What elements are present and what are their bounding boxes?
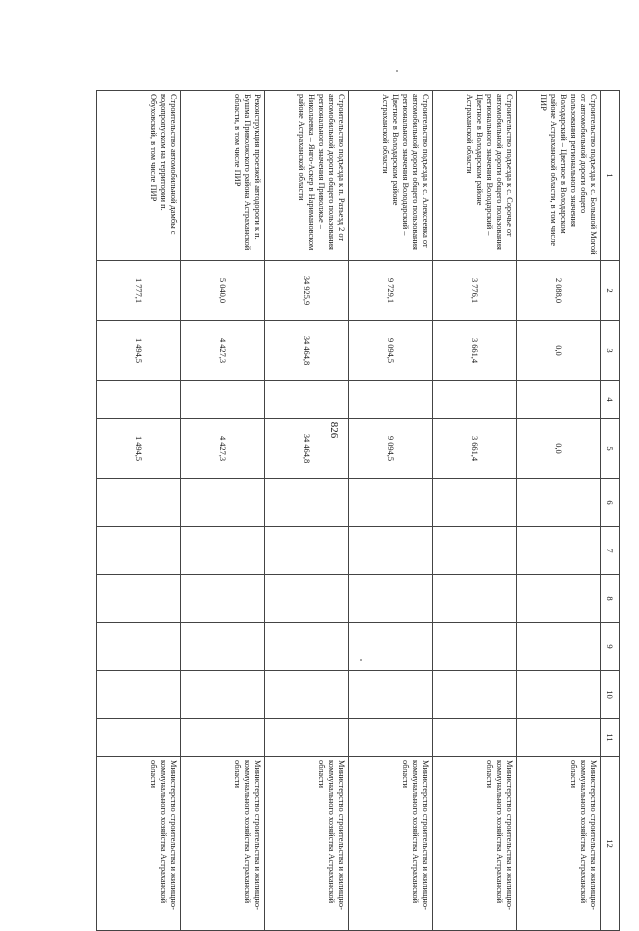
cell-col2: 9 729,1 [349, 261, 433, 321]
cell-col6 [265, 479, 349, 527]
page-number: 826 [328, 421, 340, 439]
cell-col7 [181, 527, 265, 575]
cell-col6 [517, 479, 601, 527]
responsible-executor: Министерство строительства и жилищно-коммунального хозяйства Астраханской области [265, 757, 349, 931]
table-row [97, 91, 181, 931]
cell-col11 [265, 719, 349, 757]
cell-col9 [349, 623, 433, 671]
cell-col9 [517, 623, 601, 671]
cell-col6 [433, 479, 517, 527]
column-number: 11 [601, 719, 620, 757]
cell-col5: 0,0 [517, 419, 601, 479]
cell-col3: 1 494,5 [97, 321, 181, 381]
cell-col8 [433, 575, 517, 623]
cell-col8 [181, 575, 265, 623]
cell-col7 [517, 527, 601, 575]
responsible-executor: Министерство строительства и жилищно-коммунального хозяйства Астраханской области [181, 757, 265, 931]
column-number: 6 [601, 479, 620, 527]
cell-col4 [265, 381, 349, 419]
cell-col9 [181, 623, 265, 671]
column-number: 5 [601, 419, 620, 479]
table-row [265, 91, 349, 931]
cell-col2: 2 088,0 [517, 261, 601, 321]
cell-col11 [97, 719, 181, 757]
cell-col3: 9 094,5 [349, 321, 433, 381]
cell-col3: 3 661,4 [433, 321, 517, 381]
cell-col7 [97, 527, 181, 575]
table-row [349, 91, 433, 931]
budget-table [96, 90, 620, 931]
cell-col4 [349, 381, 433, 419]
cell-col3: 34 464,8 [265, 321, 349, 381]
cell-col11 [517, 719, 601, 757]
cell-col11 [349, 719, 433, 757]
column-number: 3 [601, 321, 620, 381]
column-number: 2 [601, 261, 620, 321]
responsible-executor: Министерство строительства и жилищно-коммунального хозяйства Астраханской области [97, 757, 181, 931]
column-number: 4 [601, 381, 620, 419]
cell-col11 [181, 719, 265, 757]
cell-col4 [181, 381, 265, 419]
cell-col5: 1 494,5 [97, 419, 181, 479]
cell-col8 [97, 575, 181, 623]
cell-col9 [97, 623, 181, 671]
column-number: 12 [601, 757, 620, 931]
column-number: 8 [601, 575, 620, 623]
cell-col5: 9 094,5 [349, 419, 433, 479]
cell-col3: 4 427,3 [181, 321, 265, 381]
cell-col6 [349, 479, 433, 527]
project-name: Строительство подъезда к п. Разъезд 2 от автомобильной дороги общего пользования регионального значения Приволжье – Николаевка – Янго-Аскер в Наримановском районе Астраханской области [265, 91, 349, 261]
cell-col4 [517, 381, 601, 419]
cell-col10 [517, 671, 601, 719]
cell-col10 [433, 671, 517, 719]
responsible-executor: Министерство строительства и жилищно-коммунального хозяйства Астраханской области [349, 757, 433, 931]
project-name: Строительство подъезда к с. Большой Могой от автомобильной дороги общего пользования регионального значения Володарский – Цветное в Володарском районе Астраханской области, в том числе ПИР [517, 91, 601, 261]
responsible-executor: Министерство строительства и жилищно-коммунального хозяйства Астраханской области [433, 757, 517, 931]
cell-col5: 4 427,3 [181, 419, 265, 479]
column-number-row [601, 91, 620, 931]
column-number: 9 [601, 623, 620, 671]
project-name: Строительство автомобильной дамбы с водопропуском на территории п. Обуховский, в том числе ПИР [97, 91, 181, 261]
cell-col6 [97, 479, 181, 527]
cell-col9 [265, 623, 349, 671]
cell-col11 [433, 719, 517, 757]
column-number: 10 [601, 671, 620, 719]
cell-col10 [265, 671, 349, 719]
cell-col7 [349, 527, 433, 575]
cell-col10 [181, 671, 265, 719]
table-row [517, 91, 601, 931]
cell-col2: 1 777,1 [97, 261, 181, 321]
cell-col8 [265, 575, 349, 623]
cell-col10 [349, 671, 433, 719]
cell-col7 [433, 527, 517, 575]
responsible-executor: Министерство строительства и жилищно-коммунального хозяйства Астраханской области [517, 757, 601, 931]
cell-col8 [517, 575, 601, 623]
project-name: Реконструкция проезжей автодороги к п. Бушма Приволжского района Астраханской области, в том числе ПИР [181, 91, 265, 261]
cell-col2: 5 040,0 [181, 261, 265, 321]
cell-col4 [97, 381, 181, 419]
cell-col5: 34 464,8 [265, 419, 349, 479]
cell-col2: 34 925,9 [265, 261, 349, 321]
table-row [181, 91, 265, 931]
cell-col7 [265, 527, 349, 575]
cell-col9 [433, 623, 517, 671]
column-number: 1 [601, 91, 620, 261]
rotated-page [100, 90, 620, 930]
scan-speck [396, 70, 398, 72]
project-name: Строительство подъезда к с. Алексеевка от автомобильной дороги общего пользования регионального значения Володарский – Цветное в Володарском районе Астраханской области [349, 91, 433, 261]
cell-col6 [181, 479, 265, 527]
project-name: Строительство подъезда к с. Сорочье от автомобильной дороги общего пользования регионального значения Володарский – Цветное в Володарском районе Астраханской области [433, 91, 517, 261]
table-row [433, 91, 517, 931]
cell-col10 [97, 671, 181, 719]
cell-col3: 0,0 [517, 321, 601, 381]
cell-col4 [433, 381, 517, 419]
cell-col2: 3 776,1 [433, 261, 517, 321]
column-number: 7 [601, 527, 620, 575]
cell-col5: 3 661,4 [433, 419, 517, 479]
cell-col8 [349, 575, 433, 623]
